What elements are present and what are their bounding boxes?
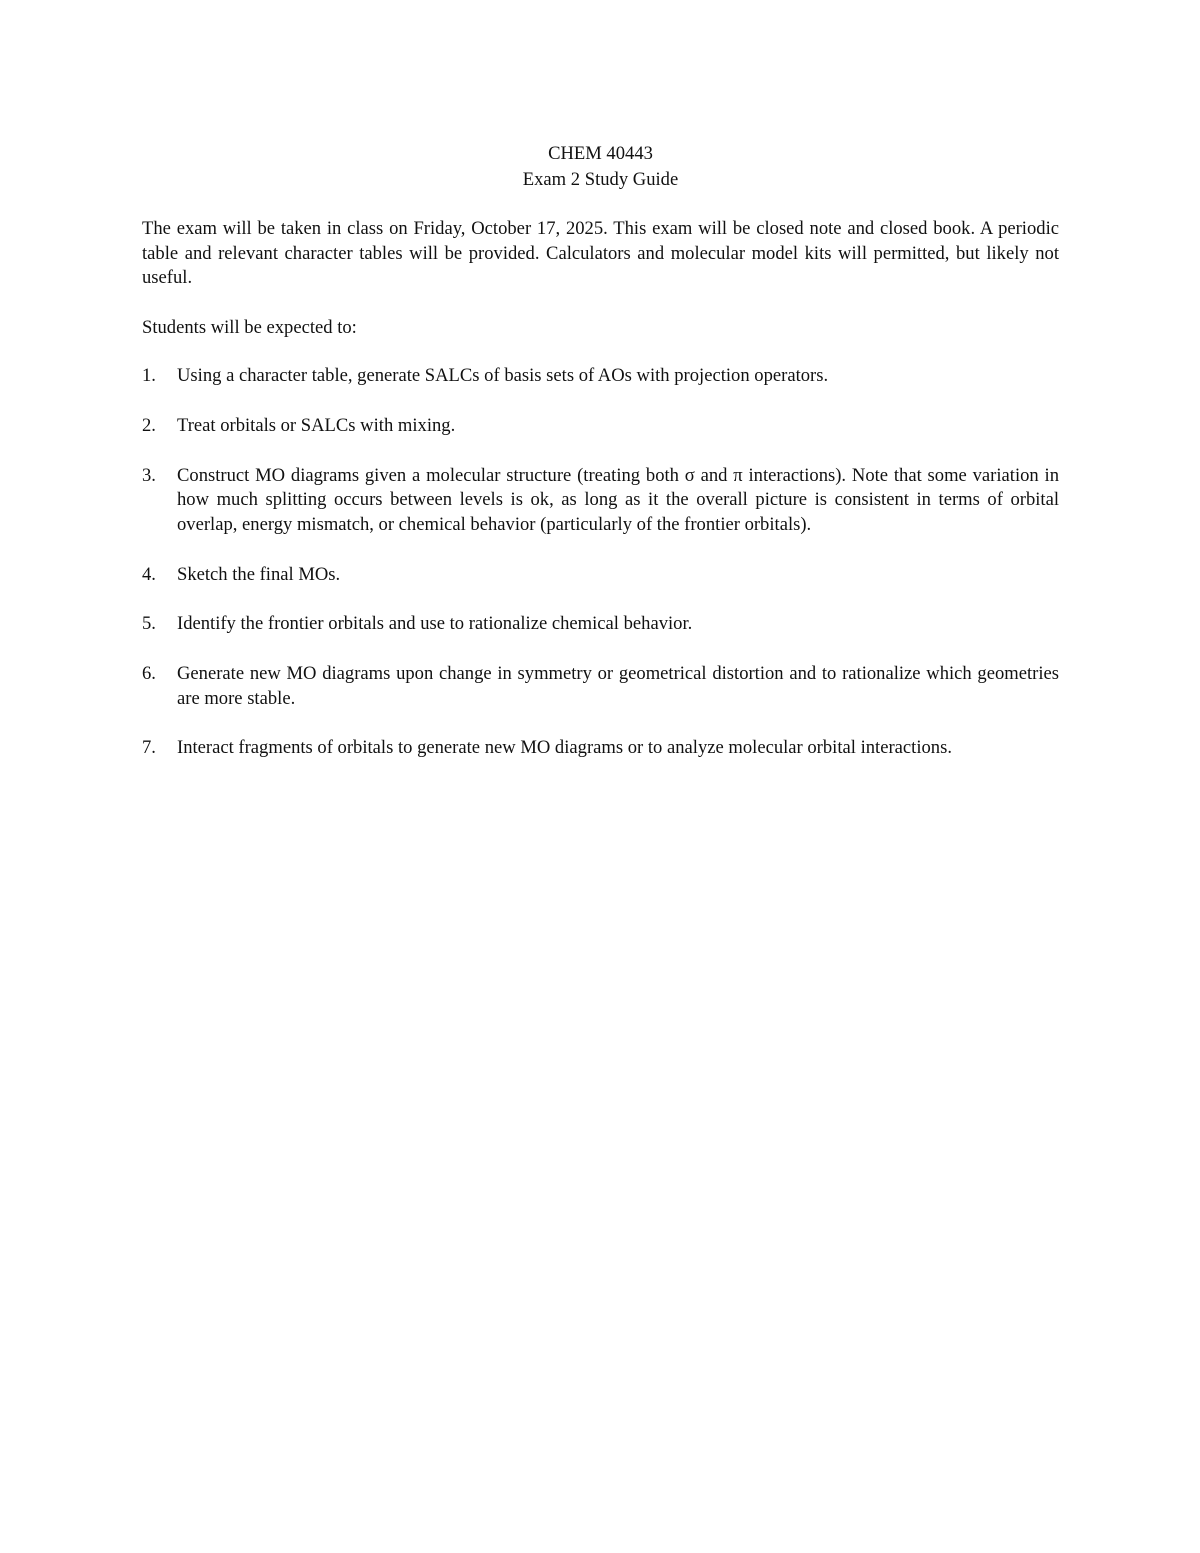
list-item-number: 5. [142,613,156,635]
expectations-lead: Students will be expected to: [142,317,357,339]
list-item [142,364,1059,389]
list-item-text: Using a character table, generate SALCs of basis sets of AOs with projection operators. [177,365,829,387]
intro-paragraph: The exam will be taken in class on Friday, October 17, 2025. This exam will be closed note and closed book. A periodic table and relevant character tables will be provided. Calculators and molecular model kits will permitted, but likely not useful. [142,218,1059,289]
list-item [142,612,1059,637]
list-item-text: Generate new MO diagrams upon change in symmetry or geometrical distortion and to rationalize which geometries are more stable. [177,663,1059,709]
list-item-text: Sketch the final MOs. [177,563,341,585]
list-item-number: 6. [142,663,156,685]
list-item-text: Construct MO diagrams given a molecular structure (treating both σ and π interactions). Note that some variation in how much splitting occurs between levels is ok, as long as it the overall picture is consistent in terms of orbital overlap, energy mismatch, or chemical behavior (particularly of the frontier orbitals). [177,464,1059,535]
list-item-number: 7. [142,737,156,759]
expectations-list [142,364,1059,761]
list-item-number: 2. [142,414,156,436]
list-item-number: 1. [142,365,156,387]
document-title: Exam 2 Study Guide [522,169,679,190]
document-content [142,141,1059,786]
list-item-text: Identify the frontier orbitals and use to rationalize chemical behavior. [177,613,693,635]
list-item-number: 3. [142,464,156,486]
course-code: CHEM 40443 [548,143,653,164]
list-item [142,736,1059,761]
list-item-text: Interact fragments of orbitals to generate new MO diagrams or to analyze molecular orbital interactions. [177,737,952,759]
list-item [142,563,1059,588]
list-item-number: 4. [142,563,156,585]
list-item [142,414,1059,439]
list-item [142,662,1059,711]
list-item [142,464,1059,538]
document-header [142,141,1059,193]
list-item-text: Treat orbitals or SALCs with mixing. [177,414,456,436]
